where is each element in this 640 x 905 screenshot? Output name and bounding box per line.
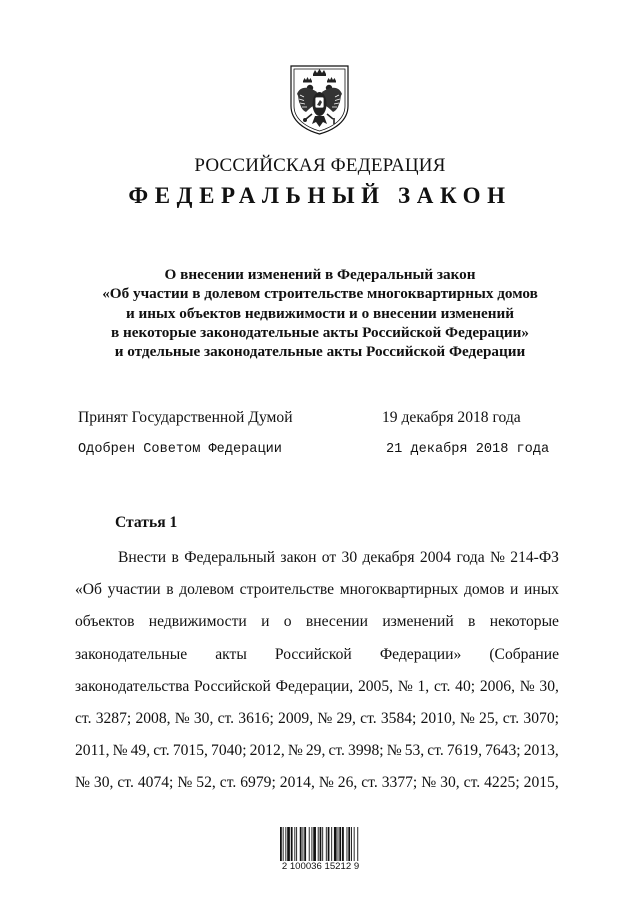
article-line — [75, 709, 559, 741]
article-word: участии — [107, 581, 161, 599]
barcode-bars — [280, 827, 360, 861]
barcode-bar — [304, 827, 306, 861]
article-word: 30, — [93, 774, 114, 792]
law-title — [60, 265, 580, 361]
article-word: 52, — [196, 774, 216, 792]
barcode-bar — [296, 827, 297, 861]
article-word: 2012, — [249, 742, 285, 760]
country-name: РОССИЙСКАЯ ФЕДЕРАЦИЯ — [194, 155, 446, 176]
approved-by-council-label: Одобрен Советом Федерации — [78, 442, 282, 457]
article-word: 4074; — [137, 774, 174, 792]
article-word: 2006, — [479, 677, 515, 695]
article-word: № — [421, 774, 437, 792]
article-word: 2013, — [523, 742, 559, 760]
article-word: 49, — [130, 742, 151, 760]
article-word: ст. — [328, 742, 345, 760]
article-word: 4225; — [484, 774, 520, 792]
barcode-bar — [311, 827, 312, 861]
title-line: и иных объектов недвижимости и о внесении изменений — [125, 304, 515, 322]
article-line — [75, 677, 559, 709]
article-word: 7040; — [211, 742, 247, 760]
article-word: ст. — [502, 709, 520, 727]
barcode-bar — [287, 827, 290, 861]
article-word: Федерации» — [379, 645, 462, 663]
barcode-bar — [347, 827, 348, 861]
article-line — [75, 548, 559, 580]
coat-of-arms-emblem — [288, 64, 351, 136]
adopted-by-duma-label: Принят Государственной Думой — [78, 409, 293, 426]
article-word: 26, — [337, 774, 358, 792]
article-word: о — [283, 613, 292, 631]
barcode-bar — [348, 827, 350, 861]
article-word: внесении — [305, 613, 368, 631]
article-word: 29, — [336, 709, 356, 727]
barcode-bar — [280, 827, 282, 861]
article-word: 2005, — [357, 677, 394, 695]
barcode-bar — [339, 827, 341, 861]
barcode-bar — [331, 827, 332, 861]
article-word: № — [490, 549, 505, 566]
article-word: иных — [524, 581, 559, 599]
article-word: 2010, — [420, 709, 456, 727]
barcode-bar — [302, 827, 303, 861]
approved-date: 21 декабря 2018 года — [386, 442, 550, 457]
article-word: (Собрание — [489, 645, 559, 663]
barcode — [278, 815, 363, 875]
barcode-bar — [342, 827, 344, 861]
article-word: 30, — [193, 709, 214, 727]
article-word: ст. — [360, 709, 377, 727]
article-word: № — [317, 709, 333, 727]
article-word: № — [75, 774, 90, 792]
article-word: акты — [215, 645, 247, 663]
article-word: 3070; — [523, 709, 559, 727]
article-word: № — [287, 742, 303, 760]
article-word: в — [468, 613, 476, 631]
article-word: ст. — [117, 774, 134, 792]
article-word: 30, — [539, 677, 559, 695]
article-word: 25, — [479, 709, 499, 727]
article-line — [75, 612, 559, 644]
article-word: 2009, — [278, 709, 314, 727]
article-word: многоквартирных — [339, 581, 459, 599]
title-line: О внесении изменений в Федеральный закон — [164, 266, 476, 283]
article-word: некоторые — [489, 613, 559, 631]
article-heading: Статья 1 — [115, 514, 178, 531]
article-word: 2004 — [419, 549, 452, 566]
article-word: ст. — [427, 742, 444, 760]
article-body — [75, 548, 559, 806]
article-word: № — [112, 742, 128, 760]
barcode-bar — [313, 827, 316, 861]
article-word: 1, — [417, 677, 430, 695]
barcode-bar — [320, 827, 322, 861]
article-word: 7619, — [446, 742, 482, 760]
article-word: и — [261, 613, 270, 631]
article-word: № — [386, 742, 402, 760]
barcode-bar — [354, 827, 355, 861]
article-word: недвижимости — [148, 613, 247, 631]
article-word: строительстве — [239, 581, 335, 599]
article-word: 30 — [341, 549, 358, 566]
barcode-bar — [357, 827, 358, 861]
article-word: объектов — [75, 613, 135, 631]
article-word: 6979; — [240, 774, 276, 792]
article-word: № — [459, 709, 475, 727]
article-line — [75, 773, 559, 805]
title-line: «Об участии в долевом строительстве многоквартирных домов — [102, 285, 538, 303]
article-word: в — [171, 549, 179, 566]
title-line: в некоторые законодательные акты Российской Федерации» — [111, 323, 529, 341]
article-word: декабря — [362, 549, 415, 566]
barcode-bar — [291, 827, 293, 861]
barcode-bar — [294, 827, 295, 861]
barcode-bar — [318, 827, 319, 861]
article-word: 2015, — [523, 774, 559, 792]
article-word: законодательства — [75, 677, 190, 695]
article-word: 7015, — [172, 742, 208, 760]
article-word: № — [174, 709, 190, 727]
article-word: № — [397, 677, 413, 695]
article-word: «Об — [75, 581, 102, 599]
article-word: ст. — [217, 709, 235, 727]
article-word: ст. — [361, 774, 378, 792]
article-word: 3998; — [348, 742, 384, 760]
article-word: 3377; — [381, 774, 418, 792]
article-line — [75, 580, 559, 612]
article-word: 7643; — [485, 742, 521, 760]
article-word: № — [318, 774, 334, 792]
title-line: и отдельные законодательные акты Российской Федерации — [114, 343, 526, 361]
article-word: 2014, — [279, 774, 315, 792]
article-word: 3287; — [95, 709, 132, 727]
barcode-bar — [351, 827, 352, 861]
article-line — [75, 645, 559, 677]
article-word: домов — [463, 581, 505, 599]
article-word: 214-ФЗ — [510, 549, 559, 566]
article-word: ст. — [433, 677, 451, 695]
article-word: № — [519, 677, 535, 695]
article-word: 40; — [455, 677, 476, 695]
article-word: ст. — [219, 774, 237, 792]
article-word: 2011, — [75, 742, 110, 760]
article-word: изменений — [382, 613, 454, 631]
barcode-bar — [283, 827, 284, 861]
article-word: и — [510, 581, 519, 599]
article-word: 29, — [305, 742, 326, 760]
article-word: Федеральный — [184, 549, 276, 566]
article-word: долевом — [179, 581, 235, 599]
article-word: № — [177, 774, 193, 792]
article-word: законодательные — [75, 645, 188, 663]
article-word: от — [321, 549, 337, 566]
article-word: ст. — [75, 709, 92, 727]
article-word: 3616; — [238, 709, 274, 727]
article-line — [75, 741, 559, 773]
barcode-bar — [309, 827, 310, 861]
barcode-bar — [322, 827, 323, 861]
article-word: 2008, — [135, 709, 171, 727]
article-word: 30, — [440, 774, 460, 792]
article-word: ст. — [153, 742, 170, 760]
document-type: ФЕДЕРАЛЬНЫЙ ЗАКОН — [128, 183, 512, 208]
barcode-bar — [334, 827, 337, 861]
barcode-bar — [328, 827, 330, 861]
barcode-number: 2 100036 15212 9 — [281, 861, 360, 872]
barcode-bar — [300, 827, 302, 861]
article-word: ст. — [463, 774, 481, 792]
article-word: Внести — [118, 549, 167, 566]
barcode-bar — [338, 827, 339, 861]
article-word: 3584; — [380, 709, 417, 727]
article-word: в — [166, 581, 174, 599]
article-word: закон — [280, 549, 317, 566]
adopted-date: 19 декабря 2018 года — [382, 409, 521, 426]
barcode-bar — [285, 827, 286, 861]
article-word: Федерации, — [275, 677, 354, 695]
article-word: Российской — [194, 677, 271, 695]
article-word: Российской — [274, 645, 352, 663]
barcode-bar — [326, 827, 327, 861]
article-word: года — [456, 549, 485, 566]
article-word: 53, — [404, 742, 425, 760]
